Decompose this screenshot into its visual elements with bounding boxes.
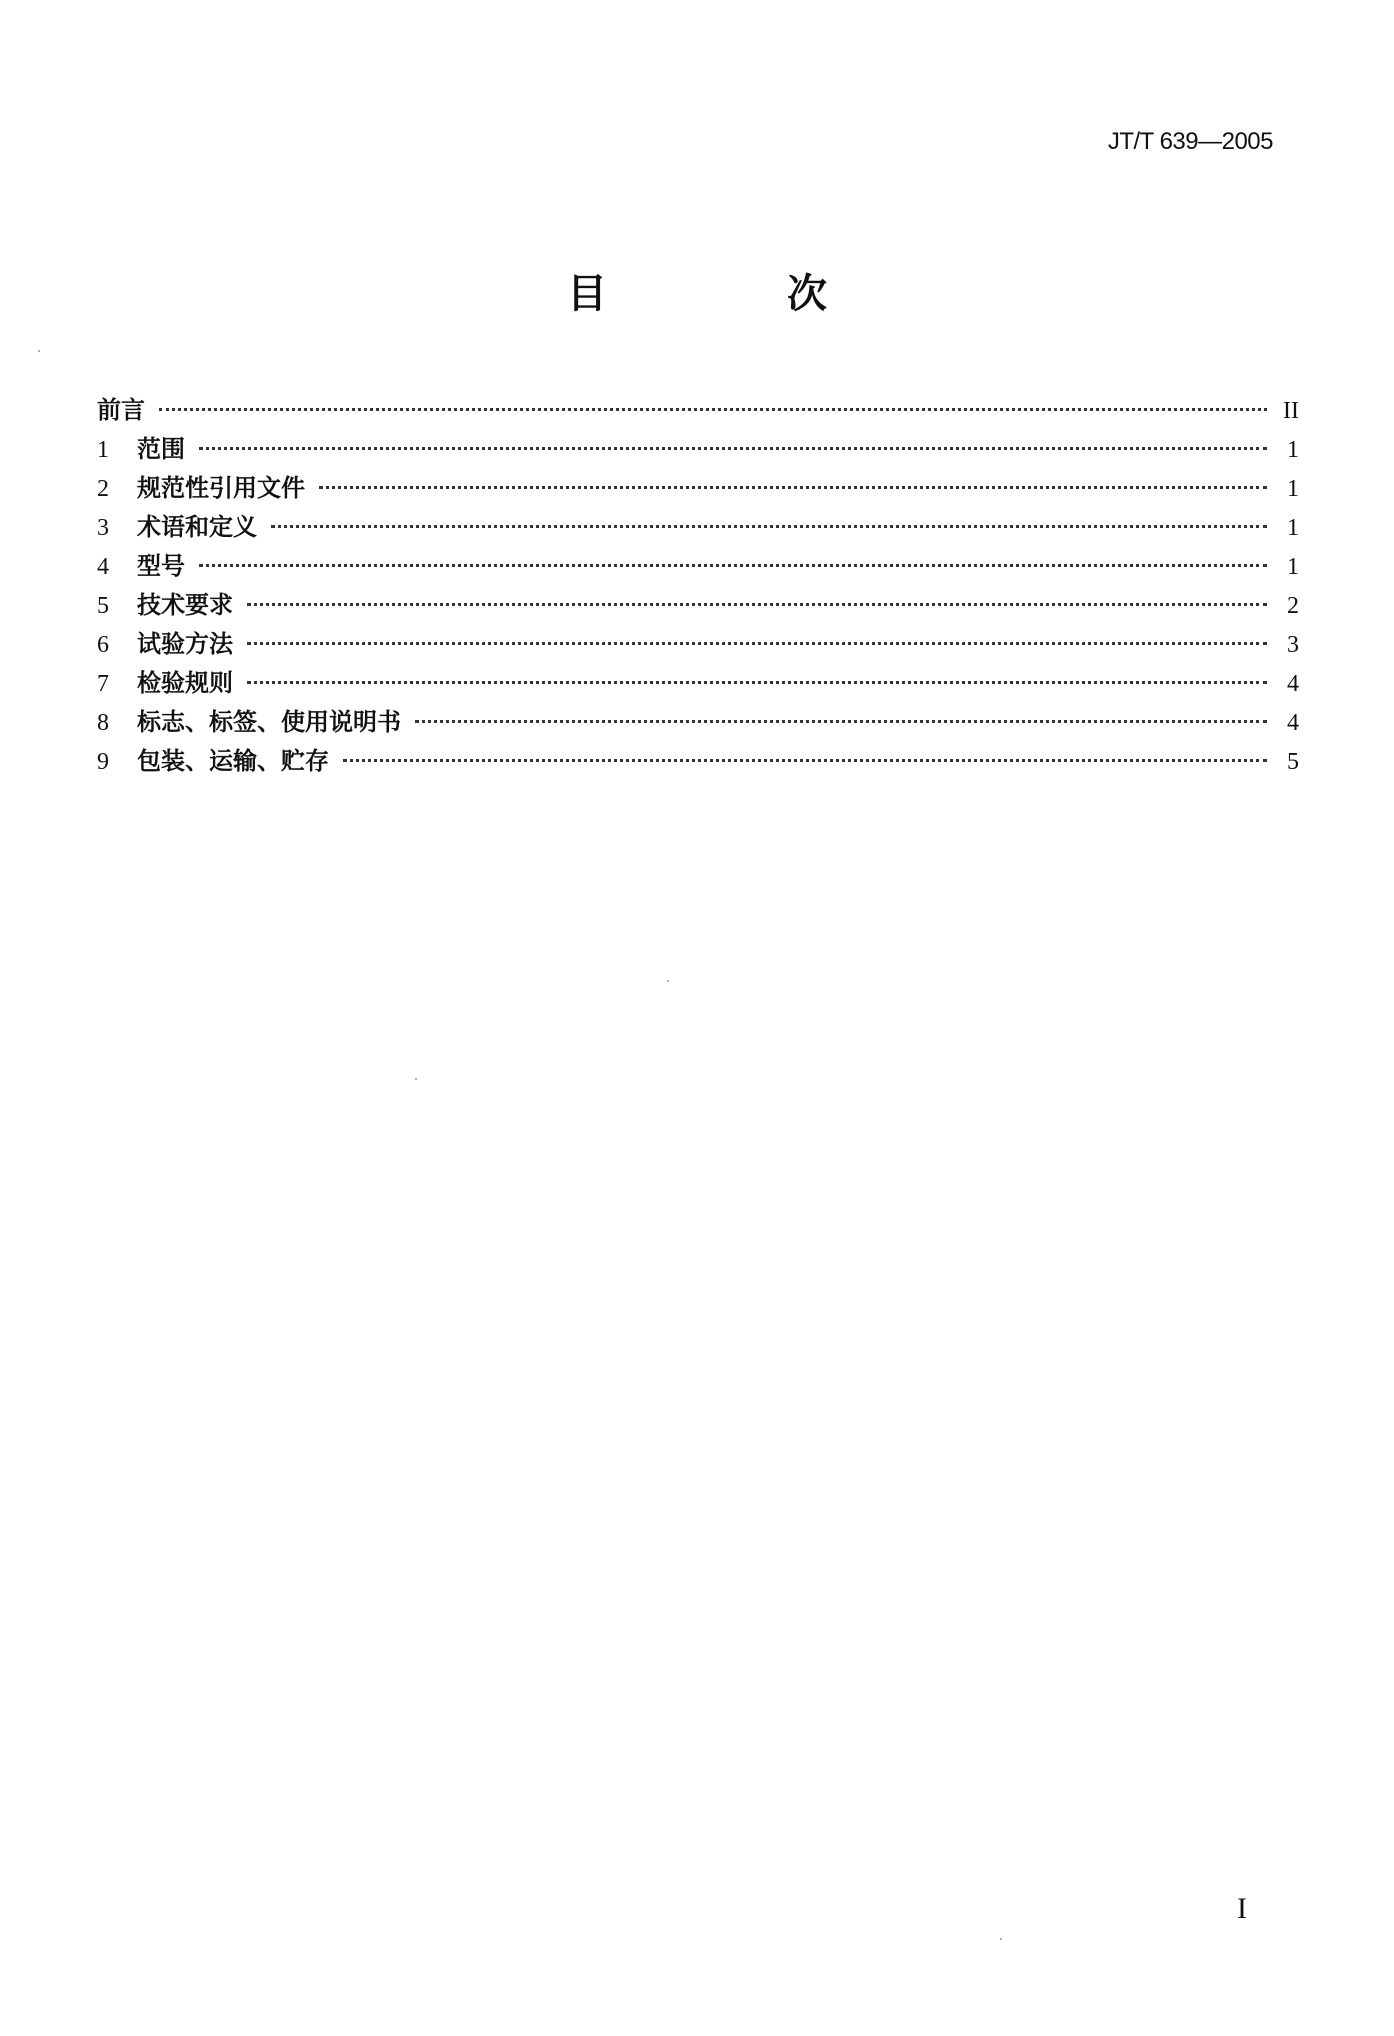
scan-speck (38, 350, 40, 352)
toc-entry-number: 5 (97, 593, 109, 619)
toc-entry-6[interactable] (97, 624, 1299, 663)
toc-entry-page: 4 (1287, 710, 1299, 736)
toc-leader-dots (159, 408, 1267, 411)
scan-speck (1000, 1938, 1002, 1940)
toc-entry-page: 1 (1287, 437, 1299, 463)
toc-list (97, 390, 1299, 780)
toc-entry-number: 8 (97, 710, 109, 736)
page-title: 目 次 (567, 270, 897, 317)
toc-entry-label: 检验规则 (137, 668, 233, 697)
toc-entry-label: 前言 (97, 395, 145, 424)
toc-leader-dots (271, 525, 1267, 528)
scan-speck (667, 980, 669, 982)
toc-entry-page: 5 (1287, 749, 1299, 775)
toc-entry-label: 规范性引用文件 (137, 473, 305, 502)
toc-entry-page: II (1283, 398, 1299, 424)
toc-leader-dots (319, 486, 1267, 489)
toc-entry-foreword[interactable] (97, 390, 1299, 429)
toc-entry-page: 2 (1287, 593, 1299, 619)
toc-entry-label: 型号 (137, 551, 185, 580)
toc-leader-dots (199, 564, 1267, 567)
toc-entry-4[interactable] (97, 546, 1299, 585)
toc-entry-number: 7 (97, 671, 109, 697)
toc-entry-label: 范围 (137, 434, 185, 463)
toc-entry-page: 4 (1287, 671, 1299, 697)
toc-entry-number: 3 (97, 515, 109, 541)
toc-entry-number: 6 (97, 632, 109, 658)
toc-entry-label: 标志、标签、使用说明书 (137, 707, 401, 736)
toc-entry-page: 3 (1287, 632, 1299, 658)
toc-entry-9[interactable] (97, 741, 1299, 780)
toc-entry-3[interactable] (97, 507, 1299, 546)
toc-entry-page: 1 (1287, 515, 1299, 541)
toc-entry-label: 试验方法 (137, 629, 233, 658)
toc-entry-number: 2 (97, 476, 109, 502)
toc-leader-dots (247, 642, 1267, 645)
toc-entry-label: 包装、运输、贮存 (137, 746, 329, 775)
toc-leader-dots (415, 720, 1267, 723)
toc-entry-page: 1 (1287, 476, 1299, 502)
scan-speck (415, 1078, 417, 1080)
toc-entry-1[interactable] (97, 429, 1299, 468)
toc-leader-dots (199, 447, 1267, 450)
toc-leader-dots (247, 681, 1267, 684)
toc-entry-number: 1 (97, 437, 109, 463)
toc-entry-8[interactable] (97, 702, 1299, 741)
toc-entry-page: 1 (1287, 554, 1299, 580)
toc-leader-dots (343, 759, 1267, 762)
toc-leader-dots (247, 603, 1267, 606)
document-code: JT/T 639—2005 (1107, 128, 1273, 155)
toc-entry-number: 9 (97, 749, 109, 775)
toc-entry-number: 4 (97, 554, 109, 580)
toc-entry-5[interactable] (97, 585, 1299, 624)
page-number: I (1237, 1892, 1247, 1925)
toc-entry-label: 技术要求 (137, 590, 233, 619)
toc-entry-label: 术语和定义 (137, 512, 257, 541)
toc-entry-7[interactable] (97, 663, 1299, 702)
toc-entry-2[interactable] (97, 468, 1299, 507)
